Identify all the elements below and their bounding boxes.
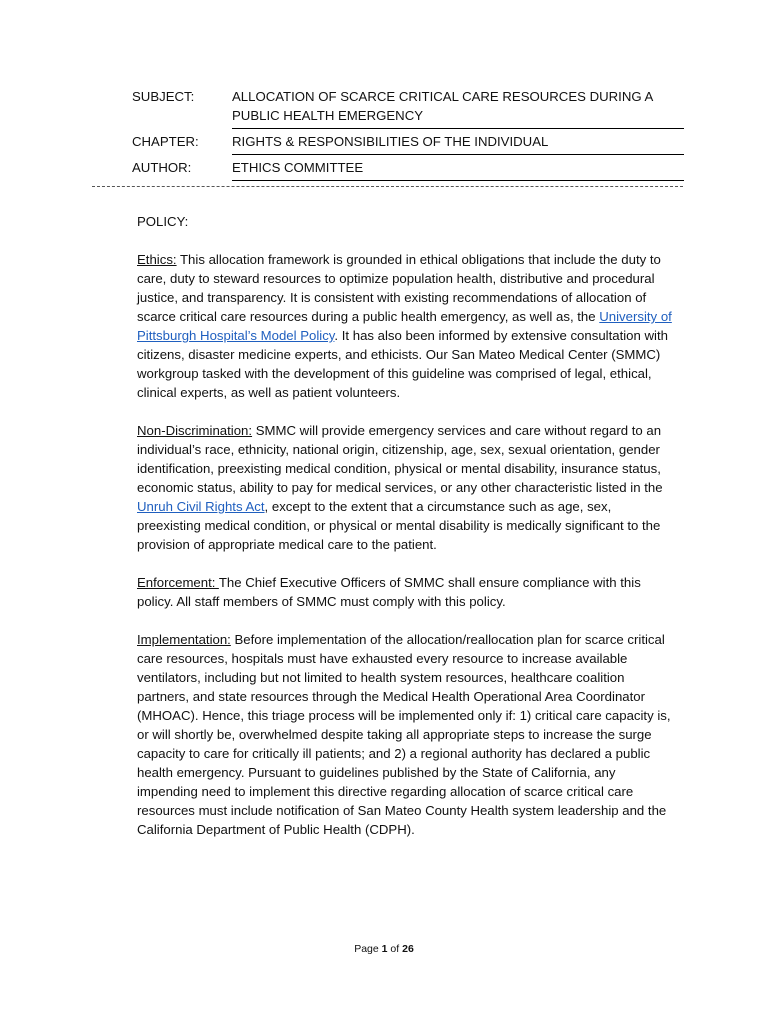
ethics-text-1: This allocation framework is grounded in ethical obligations that include the duty to care, duty to steward resources to optimize population health, distributive and procedural justice, and transparency. It is consistent with existing recommendations of allocation of scarce critical care resources during a public health emergency, as well as, the bbox=[137, 252, 661, 324]
total-pages: 26 bbox=[402, 943, 414, 955]
implementation-heading: Implementation: bbox=[137, 632, 231, 647]
of-word: of bbox=[390, 943, 400, 955]
chapter-label: CHAPTER: bbox=[132, 133, 199, 149]
non-discrimination-heading: Non-Discrimination: bbox=[137, 423, 253, 438]
ethics-paragraph bbox=[137, 250, 672, 402]
subject-value: ALLOCATION OF SCARCE CRITICAL CARE RESOURCES DURING A PUBLIC HEALTH EMERGENCY bbox=[232, 84, 684, 129]
implementation-paragraph bbox=[137, 630, 672, 839]
dashed-divider bbox=[92, 186, 683, 187]
chapter-value: RIGHTS & RESPONSIBILITIES OF THE INDIVIDUAL bbox=[232, 129, 684, 155]
non-discrimination-paragraph bbox=[137, 421, 672, 554]
subject-label: SUBJECT: bbox=[132, 89, 195, 104]
enforcement-heading: Enforcement: bbox=[137, 575, 219, 590]
document-header bbox=[132, 84, 684, 181]
page-number: 1 bbox=[381, 943, 388, 955]
enforcement-text: The Chief Executive Officers of SMMC shall ensure compliance with this policy. All staff members of SMMC must comply with this policy. bbox=[137, 575, 641, 609]
page-footer bbox=[0, 943, 768, 955]
non-discrimination-text-1: SMMC will provide emergency services and care without regard to an individual’s race, ethnicity, national origin, citizenship, age, sex, sexual orientation, gender identification, preexisting medical condition, physical or mental disability, insurance status, economic status, ability to pay for medical services, or any other characteristic listed in the bbox=[137, 423, 663, 495]
enforcement-paragraph bbox=[137, 573, 672, 611]
policy-body bbox=[137, 212, 672, 858]
author-value: ETHICS COMMITTEE bbox=[232, 155, 684, 181]
ethics-heading: Ethics: bbox=[137, 252, 177, 267]
unruh-civil-rights-act-link[interactable]: Unruh Civil Rights Act bbox=[137, 499, 265, 514]
ethics-text-2: . It has also been informed by extensive consultation with citizens, disaster medicine experts, and ethicists. Our San Mateo Medical Center (SMMC) workgroup tasked with the development of this guideline was comprised of legal, ethical, clinical experts, as well as patient volunteers. bbox=[137, 328, 668, 400]
implementation-text: Before implementation of the allocation/reallocation plan for scarce critical care resources, hospitals must have exhausted every resource to increase available ventilators, including but not limited to health system resources, healthcare coalition partners, and state resources through the Medical Health Operational Area Coordinator (MHOAC). Hence, this triage process will be implemented only if: 1) critical care capacity is, or will shortly be, overwhelmed despite taking all appropriate steps to increase the surge capacity to care for critically ill patients; and 2) a regional authority has declared a public health emergency. Pursuant to guidelines published by the State of California, any impending need to implement this directive regarding allocation of scarce critical care resources must include notification of San Mateo County Health system leadership and the California Department of Public Health (CDPH). bbox=[137, 632, 671, 837]
policy-heading: POLICY: bbox=[137, 214, 189, 229]
pittsburgh-model-policy-link[interactable]: University of Pittsburgh Hospital’s Model Policy bbox=[137, 309, 672, 343]
author-label: AUTHOR: bbox=[132, 159, 192, 175]
non-discrimination-text-2: , except to the extent that a circumstance such as age, sex, preexisting medical condition, or physical or mental disability is medically significant to the provision of appropriate medical care to the patient. bbox=[137, 499, 661, 552]
page-word: Page bbox=[354, 943, 379, 955]
